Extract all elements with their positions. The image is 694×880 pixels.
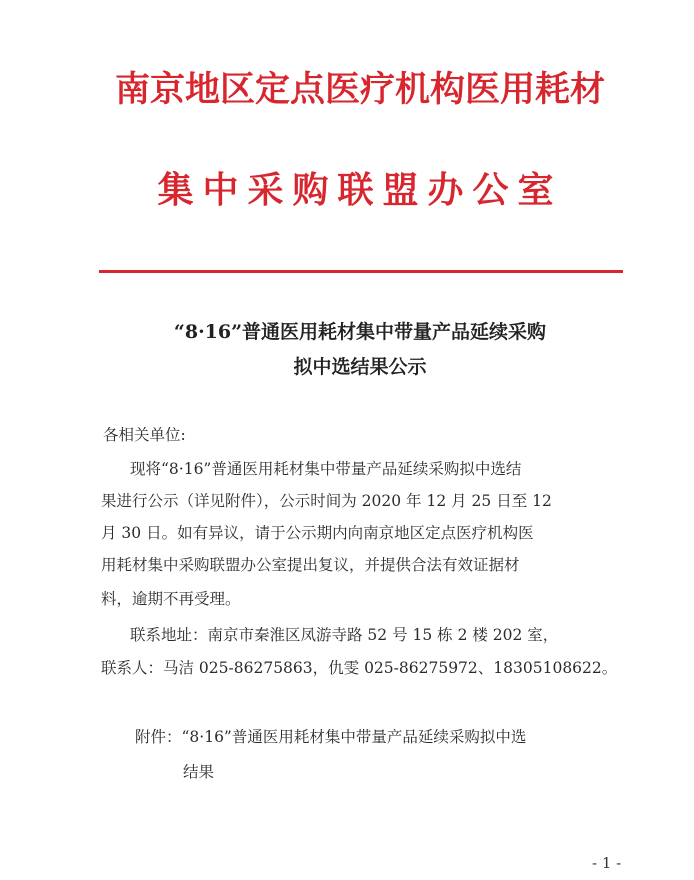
letterhead-line-1: 南京地区定点医疗机构医用耗材: [114, 69, 605, 110]
letterhead-red-rule: [99, 270, 623, 273]
document-title-line-1: “8·16”普通医用耗材集中带量产品延续采购: [173, 321, 547, 343]
attachment-line-1: 附件：“8·16”普通医用耗材集中带量产品延续采购拟中选: [135, 728, 527, 746]
attachment-line-2: 结果: [183, 763, 215, 781]
body-line: 料，逾期不再受理。: [101, 590, 241, 608]
body-line: 月 30 日。如有异议，请于公示期内向南京地区定点医疗机构医: [101, 524, 534, 542]
document-title-line-2: 拟中选结果公示: [293, 356, 427, 378]
body-line: 用耗材集中采购联盟办公室提出复议，并提供合法有效证据材: [101, 556, 520, 574]
contact-address: 联系地址：南京市秦淮区凤游寺路 52 号 15 栋 2 楼 202 室，: [130, 626, 559, 644]
page-number: - 1 -: [592, 854, 622, 872]
contact-persons: 联系人：马洁 025-86275863，仇雯 025-86275972、18305108622。: [101, 659, 618, 677]
body-line: 现将“8·16”普通医用耗材集中带量产品延续采购拟中选结: [130, 460, 522, 478]
body-line: 果进行公示（详见附件），公示时间为 2020 年 12 月 25 日至 12: [101, 492, 552, 510]
letterhead-line-2: 集中采购联盟办公室: [157, 169, 563, 211]
salutation: 各相关单位:: [103, 426, 186, 444]
